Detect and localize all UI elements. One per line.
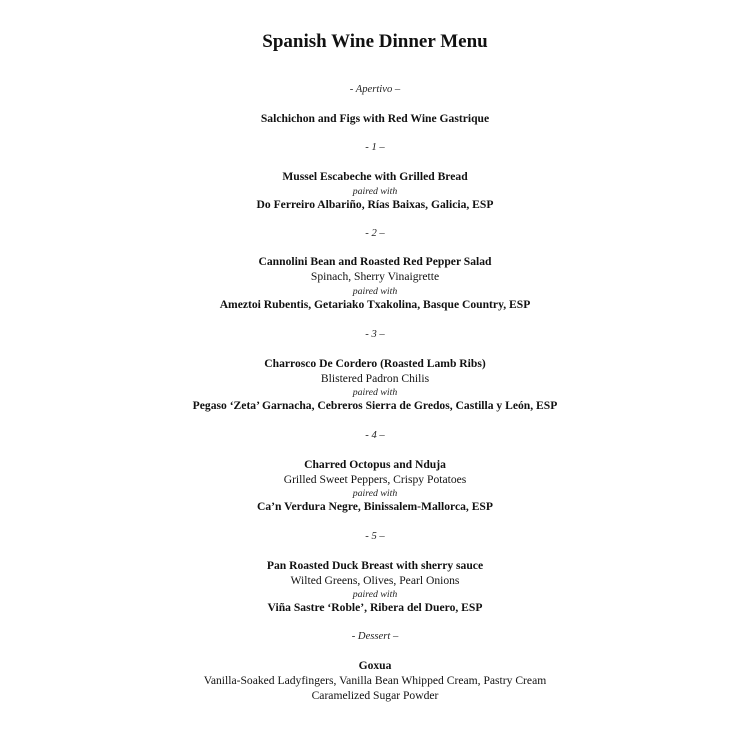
dish-name-4: Charred Octopus and Nduja: [304, 458, 446, 471]
paired-with-label: paired with: [352, 589, 398, 600]
dish-name-3: Charrosco De Cordero (Roasted Lamb Ribs): [264, 357, 486, 370]
wine-pairing-3: Pegaso ‘Zeta’ Garnacha, Cebreros Sierra de Gredos, Castilla y León, ESP: [192, 399, 558, 412]
dish-name-dessert: Goxua: [358, 659, 392, 672]
course-label-dessert: - Dessert –: [351, 631, 399, 642]
wine-pairing-1: Do Ferreiro Albariño, Rías Baixas, Galicia, ESP: [256, 198, 494, 211]
course-label-2: - 2 –: [365, 228, 385, 239]
dish-description-dessert-2: Caramelized Sugar Powder: [311, 689, 439, 702]
dish-description-2: Spinach, Sherry Vinaigrette: [310, 270, 440, 283]
wine-pairing-2: Ameztoi Rubentis, Getariako Txakolina, Basque Country, ESP: [219, 298, 531, 311]
wine-pairing-4: Ca’n Verdura Negre, Binissalem-Mallorca, ESP: [257, 500, 493, 513]
course-label-1: - 1 –: [365, 142, 385, 153]
course-label-5: - 5 –: [365, 531, 385, 542]
dish-name-apertivo: Salchichon and Figs with Red Wine Gastrique: [260, 112, 490, 125]
dish-description-dessert: Vanilla-Soaked Ladyfingers, Vanilla Bean Whipped Cream, Pastry Cream: [203, 674, 547, 687]
dish-description-5: Wilted Greens, Olives, Pearl Onions: [290, 574, 460, 587]
paired-with-label: paired with: [352, 286, 398, 297]
paired-with-label: paired with: [352, 186, 398, 197]
course-label-apertivo: - Apertivo –: [349, 84, 401, 95]
paired-with-label: paired with: [352, 387, 398, 398]
dish-description-4: Grilled Sweet Peppers, Crispy Potatoes: [283, 473, 467, 486]
wine-pairing-5: Viña Sastre ‘Roble’, Ribera del Duero, ESP: [267, 601, 483, 614]
page-title: Spanish Wine Dinner Menu: [262, 31, 488, 52]
dish-name-1: Mussel Escabeche with Grilled Bread: [282, 170, 468, 183]
dish-name-2: Cannolini Bean and Roasted Red Pepper Salad: [258, 255, 492, 268]
dish-name-5: Pan Roasted Duck Breast with sherry sauce: [266, 559, 484, 572]
course-label-3: - 3 –: [365, 329, 385, 340]
paired-with-label: paired with: [352, 488, 398, 499]
course-label-4: - 4 –: [365, 430, 385, 441]
dish-description-3: Blistered Padron Chilis: [320, 372, 430, 385]
